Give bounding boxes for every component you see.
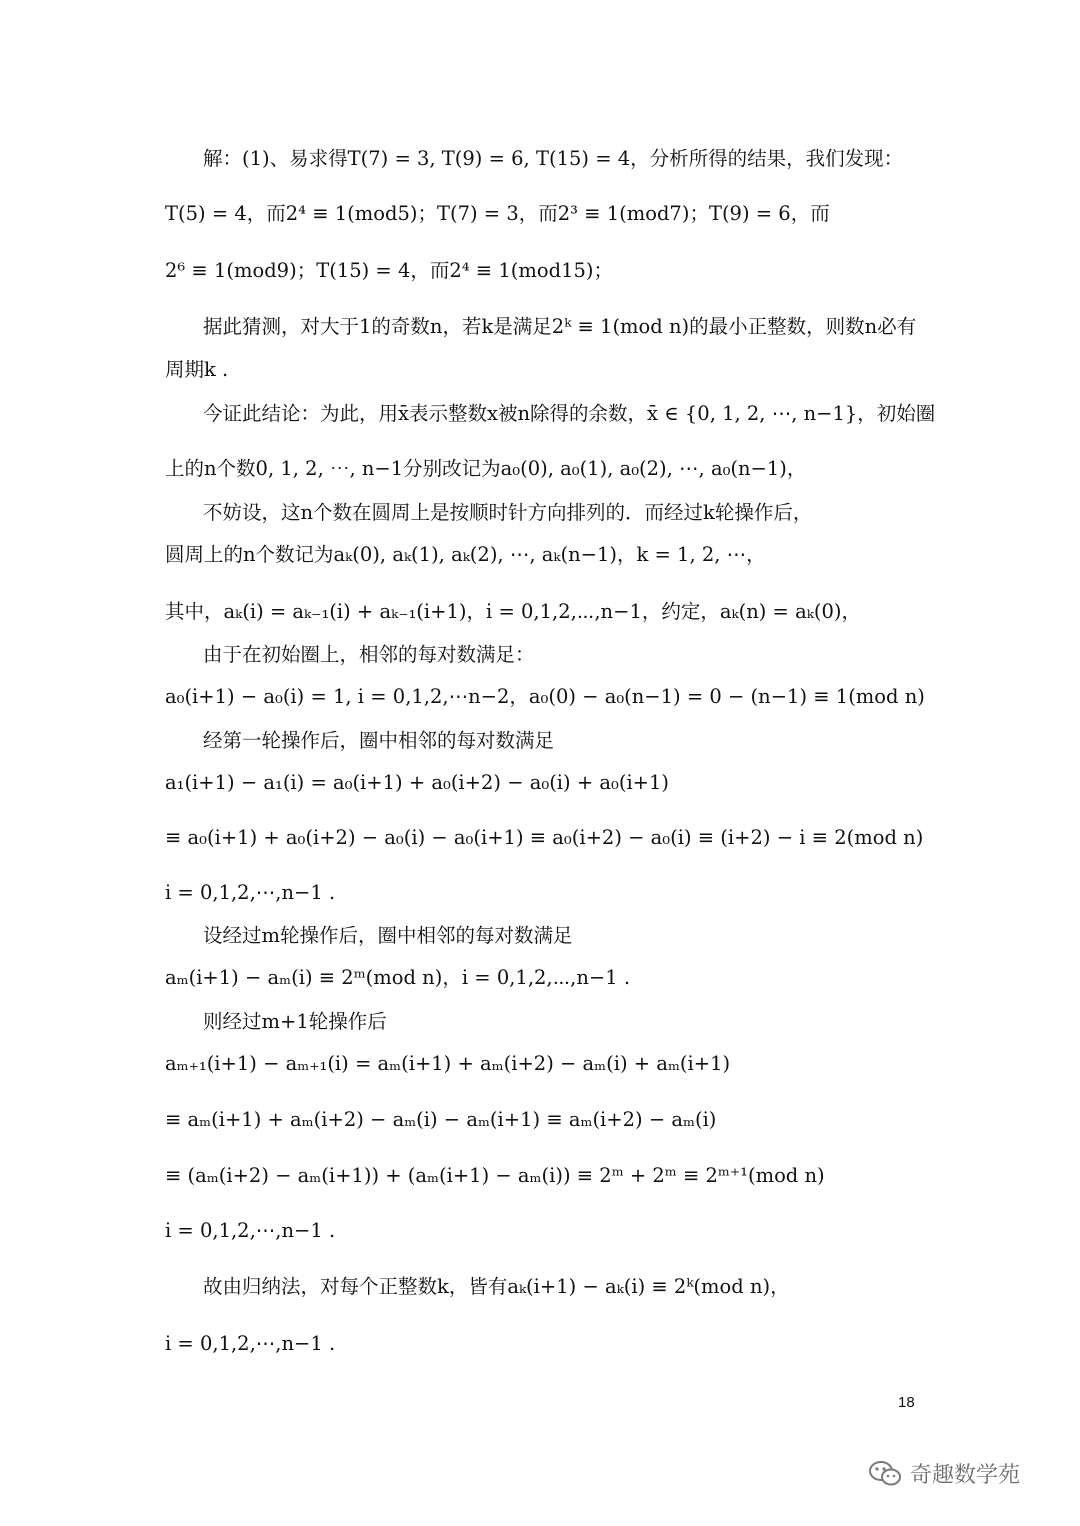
text-line-23: i = 0,1,2,⋯,n−1 . xyxy=(165,1219,336,1242)
text-line-2: T(5) = 4，而2⁴ ≡ 1(mod5)；T(7) = 3，而2³ ≡ 1(mod7)；T(9) = 6，而 xyxy=(165,202,830,225)
text-line-11: 由于在初始圈上，相邻的每对数满足： xyxy=(203,643,535,666)
wechat-icon xyxy=(868,1460,902,1488)
text-line-4: 据此猜测，对大于1的奇数n，若k是满足2ᵏ ≡ 1(mod n)的最小正整数，则数n必有 xyxy=(203,315,917,338)
text-line-5: 周期k . xyxy=(165,358,229,381)
text-line-19: 则经过m+1轮操作后 xyxy=(203,1010,387,1033)
text-line-12: a₀(i+1) − a₀(i) = 1, i = 0,1,2,⋯n−2，a₀(0) − a₀(n−1) = 0 − (n−1) ≡ 1(mod n) xyxy=(165,685,925,708)
text-line-24: 故由归纳法，对每个正整数k，皆有aₖ(i+1) − aₖ(i) ≡ 2ᵏ(mod n)， xyxy=(203,1275,790,1298)
text-line-3: 2⁶ ≡ 1(mod9)；T(15) = 4，而2⁴ ≡ 1(mod15)； xyxy=(165,259,613,282)
text-line-13: 经第一轮操作后，圈中相邻的每对数满足 xyxy=(203,729,555,752)
page-number: 18 xyxy=(898,1394,915,1411)
watermark xyxy=(868,1458,1020,1489)
text-line-6: 今证此结论：为此，用x̄表示整数x被n除得的余数，x̄ ∈ {0, 1, 2, ⋯, n−1}，初始圈 xyxy=(203,402,936,425)
text-line-17: 设经过m轮操作后，圈中相邻的每对数满足 xyxy=(203,924,573,947)
text-line-10: 其中，aₖ(i) = aₖ₋₁(i) + aₖ₋₁(i+1)，i = 0,1,2,⋯,n−1，约定，aₖ(n) = aₖ(0)， xyxy=(165,600,861,623)
text-line-7: 上的n个数0, 1, 2, ⋯, n−1分别改记为a₀(0), a₀(1), a₀(2), ⋯, a₀(n−1)， xyxy=(165,457,807,480)
text-line-20: aₘ₊₁(i+1) − aₘ₊₁(i) = aₘ(i+1) + aₘ(i+2) − aₘ(i) + aₘ(i+1) xyxy=(165,1052,731,1075)
text-line-14: a₁(i+1) − a₁(i) = a₀(i+1) + a₀(i+2) − a₀(i) + a₀(i+1) xyxy=(165,771,670,794)
text-line-8: 不妨设，这n个数在圆周上是按顺时针方向排列的．而经过k轮操作后， xyxy=(203,501,813,524)
text-line-21: ≡ aₘ(i+1) + aₘ(i+2) − aₘ(i) − aₘ(i+1) ≡ aₘ(i+2) − aₘ(i) xyxy=(165,1108,717,1131)
watermark-text: 奇趣数学苑 xyxy=(910,1463,1021,1488)
text-line-18: aₘ(i+1) − aₘ(i) ≡ 2ᵐ(mod n)，i = 0,1,2,⋯,n−1 . xyxy=(165,966,631,989)
text-line-25: i = 0,1,2,⋯,n−1 . xyxy=(165,1332,336,1355)
text-line-15: ≡ a₀(i+1) + a₀(i+2) − a₀(i) − a₀(i+1) ≡ a₀(i+2) − a₀(i) ≡ (i+2) − i ≡ 2(mod n) xyxy=(165,826,924,849)
text-line-9: 圆周上的n个数记为aₖ(0), aₖ(1), aₖ(2), ⋯, aₖ(n−1)，k = 1, 2, ⋯， xyxy=(165,543,766,566)
text-line-1: 解：(1)、易求得T(7) = 3, T(9) = 6, T(15) = 4，分析所得的结果，我们发现： xyxy=(203,147,904,170)
text-line-16: i = 0,1,2,⋯,n−1 . xyxy=(165,881,336,904)
text-line-22: ≡ (aₘ(i+2) − aₘ(i+1)) + (aₘ(i+1) − aₘ(i)) ≡ 2ᵐ + 2ᵐ ≡ 2ᵐ⁺¹(mod n) xyxy=(165,1164,825,1187)
